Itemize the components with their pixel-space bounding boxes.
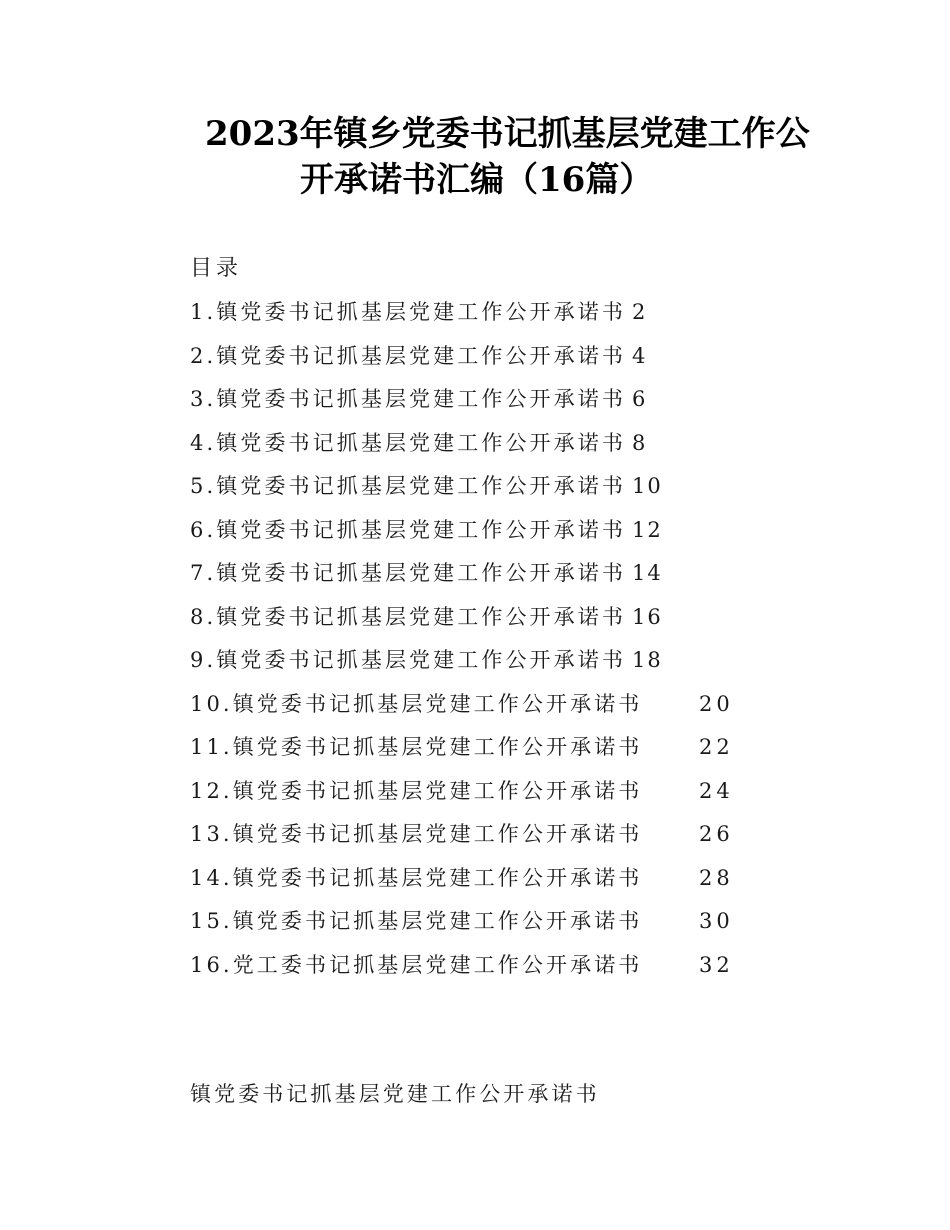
toc-entry-title: 镇党委书记抓基层党建工作公开承诺书 [216, 474, 626, 498]
toc-entry-number: 3. [190, 387, 217, 411]
toc-entry[interactable] [190, 949, 734, 993]
toc-entry-title: 镇党委书记抓基层党建工作公开承诺书 [232, 822, 643, 846]
toc-entry-number: 10. [190, 691, 233, 716]
toc-entry[interactable] [190, 383, 663, 427]
toc-entry-page: 28 [699, 865, 734, 890]
toc-entry[interactable] [190, 862, 734, 906]
toc-entry[interactable] [190, 601, 663, 645]
toc-entry-title: 镇党委书记抓基层党建工作公开承诺书 [232, 778, 643, 803]
toc-entry[interactable] [190, 775, 734, 819]
toc-entry-number: 6. [190, 517, 217, 542]
toc-entry-page: 32 [699, 952, 734, 977]
document-title-line-2: 开承诺书汇编（16篇） [300, 160, 654, 200]
toc-entry-title: 镇党委书记抓基层党建工作公开承诺书 [216, 300, 626, 324]
toc-entry-number: 9. [190, 648, 217, 672]
toc-entry-title: 镇党委书记抓基层党建工作公开承诺书 [216, 387, 626, 411]
toc-entry[interactable] [190, 731, 734, 775]
toc-entry-page: 8 [631, 430, 648, 455]
document-title-line-1: 2023年镇乡党委书记抓基层党建工作公 [205, 114, 810, 154]
toc-entry-title: 党工委书记抓基层党建工作公开承诺书 [232, 952, 643, 977]
toc-entry-page: 22 [699, 735, 734, 759]
section-heading: 镇党委书记抓基层党建工作公开承诺书 [190, 1082, 600, 1106]
toc-entry-number: 11. [190, 735, 233, 759]
toc-entry-page: 10 [631, 474, 663, 498]
toc-entry[interactable] [190, 514, 663, 558]
toc-entry[interactable] [190, 470, 663, 514]
toc-entry-number: 14. [190, 865, 233, 890]
toc-entry-number: 7. [190, 561, 217, 585]
toc-entry-title: 镇党委书记抓基层党建工作公开承诺书 [232, 735, 643, 759]
toc-heading: 目录 [190, 256, 243, 281]
toc-entry[interactable] [190, 296, 663, 340]
toc-entry-number: 13. [190, 822, 233, 846]
toc-entry[interactable] [190, 644, 663, 688]
toc-entry[interactable] [190, 905, 734, 949]
toc-entry-page: 2 [631, 300, 648, 324]
toc-entry-title: 镇党委书记抓基层党建工作公开承诺书 [216, 604, 626, 629]
toc-entry-number: 5. [190, 474, 217, 498]
toc-entry-number: 4. [190, 430, 217, 455]
table-of-contents [190, 296, 734, 992]
toc-entry-number: 1. [190, 300, 217, 324]
toc-entry[interactable] [190, 557, 663, 601]
toc-entry-title: 镇党委书记抓基层党建工作公开承诺书 [232, 865, 643, 890]
toc-entry-title: 镇党委书记抓基层党建工作公开承诺书 [216, 343, 626, 368]
toc-entry-title: 镇党委书记抓基层党建工作公开承诺书 [232, 909, 643, 933]
toc-entry-number: 15. [190, 909, 233, 933]
toc-entry-title: 镇党委书记抓基层党建工作公开承诺书 [216, 561, 626, 585]
toc-entry[interactable] [190, 818, 734, 862]
toc-entry-page: 16 [631, 604, 663, 629]
toc-entry-number: 8. [190, 604, 217, 629]
toc-entry[interactable] [190, 340, 663, 384]
toc-entry-page: 4 [631, 343, 648, 368]
toc-entry-title: 镇党委书记抓基层党建工作公开承诺书 [216, 648, 626, 672]
toc-entry-number: 2. [190, 343, 217, 368]
toc-entry-title: 镇党委书记抓基层党建工作公开承诺书 [232, 691, 643, 716]
toc-entry[interactable] [190, 688, 734, 732]
toc-entry-page: 6 [631, 387, 648, 411]
toc-entry-title: 镇党委书记抓基层党建工作公开承诺书 [216, 517, 626, 542]
toc-entry-number: 12. [190, 778, 233, 803]
toc-entry-page: 20 [699, 691, 734, 716]
toc-entry-page: 12 [631, 517, 663, 542]
toc-entry-page: 14 [631, 561, 663, 585]
toc-entry-title: 镇党委书记抓基层党建工作公开承诺书 [216, 430, 626, 455]
toc-entry-page: 26 [699, 822, 734, 846]
toc-entry-page: 24 [699, 778, 734, 803]
toc-entry-page: 18 [631, 648, 663, 672]
toc-entry-number: 16. [190, 952, 233, 977]
toc-entry-page: 30 [699, 909, 734, 933]
toc-entry[interactable] [190, 427, 663, 471]
